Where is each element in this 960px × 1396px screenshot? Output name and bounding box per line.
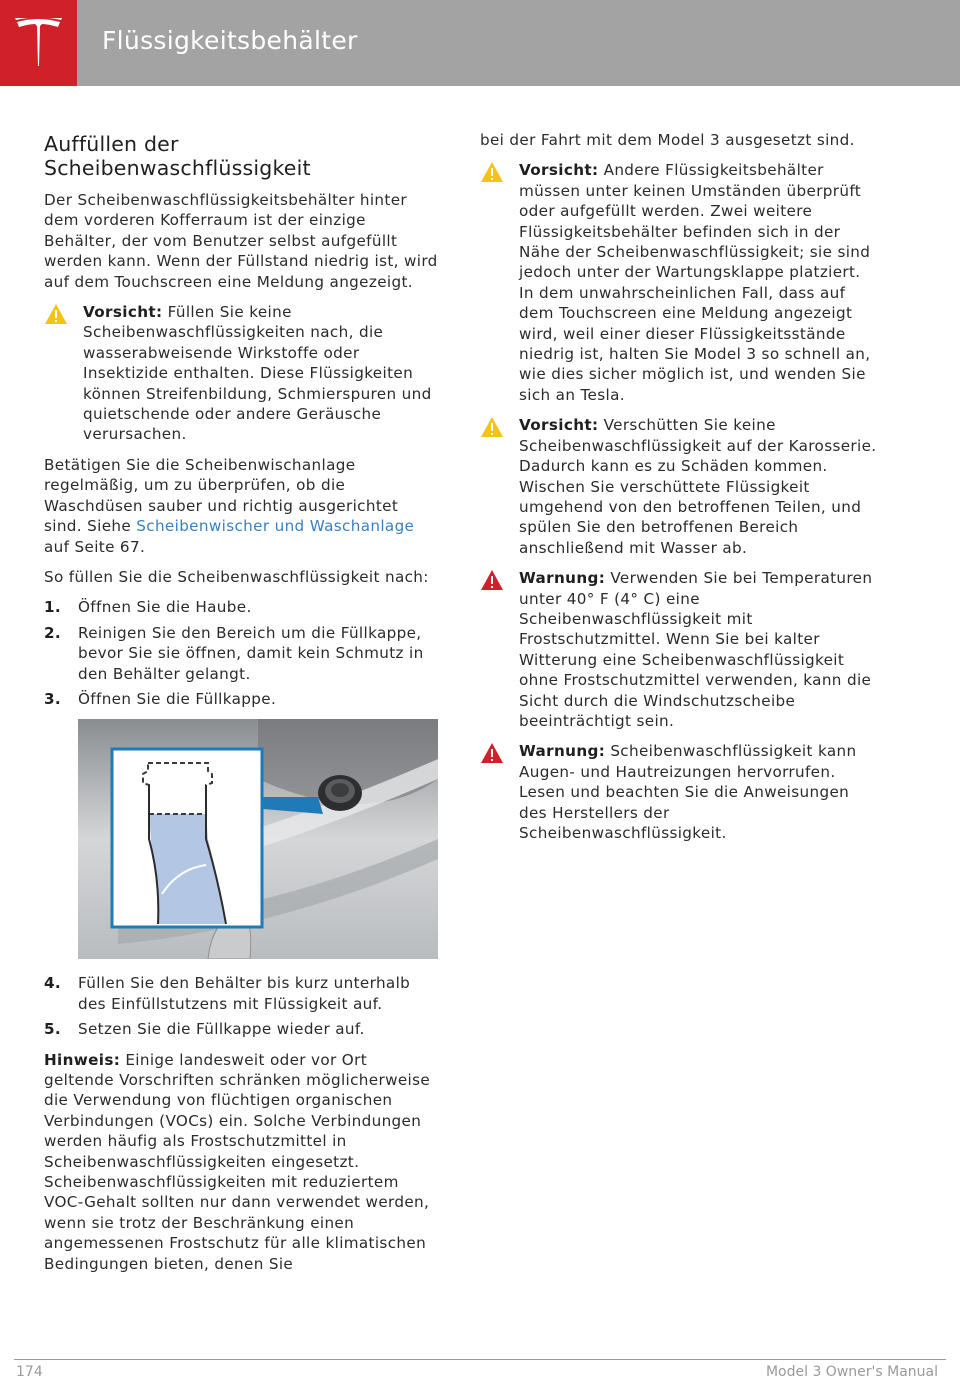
continued-paragraph: bei der Fahrt mit dem Model 3 ausgesetzt sind. xyxy=(480,131,855,149)
section-heading: Auffüllen der Scheibenwaschflüssigkeit xyxy=(44,132,311,180)
step-item: 1. Öffnen Sie die Haube. xyxy=(44,598,252,617)
caution-label: Vorsicht: xyxy=(83,303,163,322)
caution-callout xyxy=(44,302,440,445)
caution-text: Andere Flüssigkeitsbehälter müssen unter keinen Umständen überprüft oder aufgefüllt werden. Zwei weitere Flüssigkeitsbehälter befinden sich in der Nähe der Scheibenwaschflüssigkeit; sie sind jedoch unter der Wartungsklappe platziert. In dem unwahrscheinlichen Fall, dass auf dem Touchscreen eine Meldung angezeigt wird, weil einer dieser Flüssigkeitsstände niedrig ist, halten Sie Model 3 so schnell an, wie dies sicher möglich ist, und wenden Sie sich an Tesla. xyxy=(519,161,871,404)
footer-divider xyxy=(14,1359,946,1360)
steps-list-a xyxy=(44,597,440,709)
tesla-logo-icon xyxy=(14,18,63,68)
warning-triangle-icon xyxy=(480,569,504,591)
warning-label: Warnung: xyxy=(519,569,606,588)
caution-triangle-icon xyxy=(480,416,504,438)
wiper-section-link[interactable]: Scheibenwischer und Waschanlage xyxy=(136,517,415,536)
warning-callout xyxy=(480,741,880,843)
manual-title: Model 3 Owner's Manual xyxy=(765,1364,938,1380)
left-column xyxy=(44,132,440,1284)
page-number: 174 xyxy=(16,1364,43,1380)
warning-text: Scheibenwaschflüssigkeit kann Augen- und Hautreizungen hervorrufen. Lesen und beachten Sie die Anweisungen des Herstellers der Scheibenwaschflüssigkeit. xyxy=(519,742,857,842)
caution-callout xyxy=(480,415,880,558)
step-item: 5. Setzen Sie die Füllkappe wieder auf. xyxy=(44,1020,365,1039)
note-paragraph: Hinweis: Einige landesweit oder vor Ort geltende Vorschriften schränken möglicherweise die Verwendung von flüchtigen organischen Verbindungen (VOCs) ein. Solche Verbindungen werden häufig als Frostschutzmittel in Scheibenwaschflüssigkeiten eingesetzt. Scheibenwaschflüssigkeiten mit reduziertem VOC-Gehalt sollten nur dann verwendet werden, wenn sie trotz der Beschränkung einen angemessenen Frostschutz für alle klimatischen Bedingungen bieten, denen Sie xyxy=(44,1050,431,1273)
caution-label: Vorsicht: xyxy=(519,161,599,180)
caution-triangle-icon xyxy=(44,303,68,325)
intro-paragraph: Der Scheibenwaschflüssigkeitsbehälter hinter dem vorderen Kofferraum ist der einzige Behälter, der vom Benutzer selbst aufgefüllt werden kann. Wenn der Füllstand niedrig ist, wird auf dem Touchscreen eine Meldung angezeigt. xyxy=(44,191,438,291)
page-title: Flüssigkeitsbehälter xyxy=(102,26,358,55)
caution-triangle-icon xyxy=(480,161,504,183)
tesla-logo xyxy=(0,0,77,86)
right-column xyxy=(480,130,880,853)
step-item: 3. Öffnen Sie die Füllkappe. xyxy=(44,689,277,708)
page-header xyxy=(0,0,960,86)
steps-list-b xyxy=(44,973,440,1039)
warning-text: Verwenden Sie bei Temperaturen unter 40° F (4° C) eine Scheibenwaschflüssigkeit mit Frostschutzmittel. Wenn Sie bei kalter Witterung eine Scheibenwaschflüssigkeit ohne Frostschutzmittel verwenden, kann die Sicht durch die Windschutzscheibe beeinträchtigt sein. xyxy=(519,569,873,730)
caution-text: Füllen Sie keine Scheibenwaschflüssigkeiten nach, die wasserabweisende Wirkstoffe oder Insektizide enthalten. Diese Flüssigkeiten können Streifenbildung, Schmierspuren und quietschende oder andere Geräusche verursachen. xyxy=(83,303,432,444)
caution-label: Vorsicht: xyxy=(519,416,599,435)
step-item: 2. Reinigen Sie den Bereich um die Füllkappe, bevor Sie sie öffnen, damit kein Schmutz in den Behälter gelangt. xyxy=(44,623,424,683)
check-paragraph: Betätigen Sie die Scheibenwischanlage regelmäßig, um zu überprüfen, ob die Waschdüsen sauber und richtig ausgerichtet sind. Siehe Scheibenwischer und Waschanlage auf Seite 67. xyxy=(44,455,415,556)
note-label: Hinweis: xyxy=(44,1050,121,1069)
warning-label: Warnung: xyxy=(519,742,606,761)
caution-callout xyxy=(480,160,880,405)
reservoir-illustration xyxy=(78,719,438,959)
warning-triangle-icon xyxy=(480,742,504,764)
instructions-intro: So füllen Sie die Scheibenwaschflüssigkeit nach: xyxy=(44,567,429,586)
caution-text: Verschütten Sie keine Scheibenwaschflüssigkeit auf der Karosserie. Dadurch kann es zu Schäden kommen. Wischen Sie verschüttete Flüssigkeit umgehend von den betroffenen Teilen, und spülen Sie den betroffenen Bereich anschließend mit Wasser ab. xyxy=(519,416,877,557)
step-item: 4. Füllen Sie den Behälter bis kurz unterhalb des Einfüllstutzens mit Flüssigkeit auf. xyxy=(44,974,411,1013)
warning-callout xyxy=(480,568,880,731)
